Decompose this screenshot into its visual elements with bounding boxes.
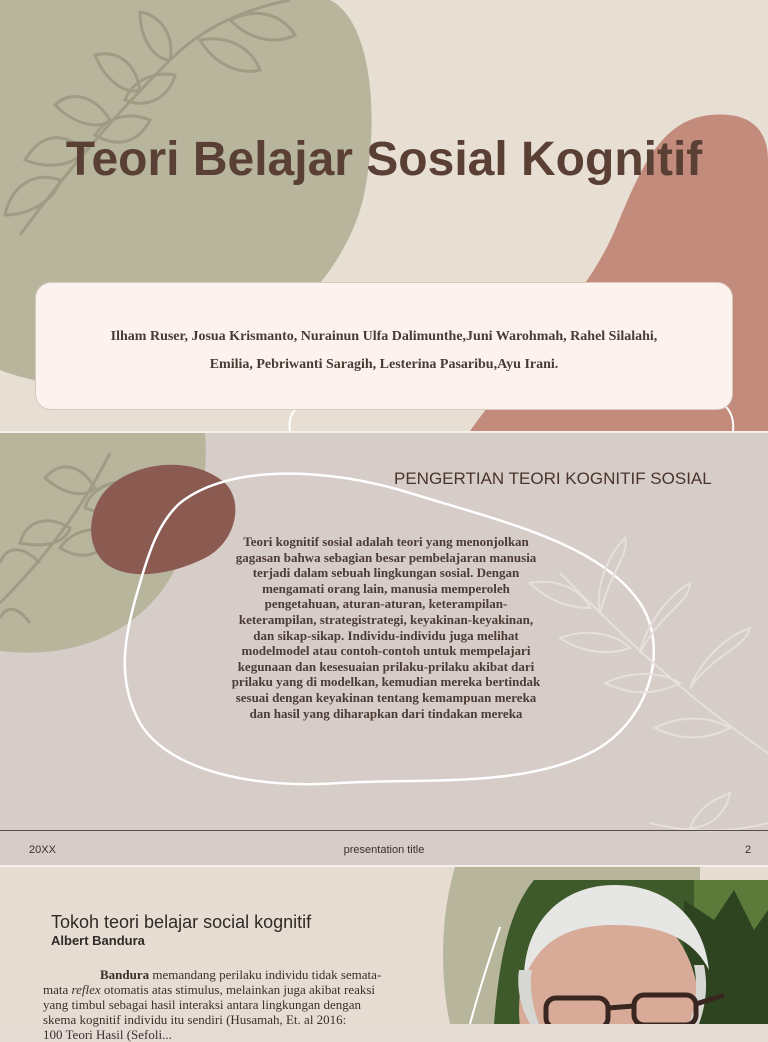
- authors-card: [35, 282, 733, 410]
- body-line: modelmodel atau contoh-contoh untuk mempelajari: [241, 643, 531, 659]
- desc-line: mata reflex otomatis atas stimulus, melainkan juga akibat reaksi: [43, 982, 376, 997]
- figure-description: [43, 967, 403, 1042]
- body-line: terjadi dalam sebuah lingkungan sosial. Dengan: [252, 565, 520, 581]
- figure-name: Albert Bandura: [51, 933, 145, 948]
- footer-title: presentation title: [343, 844, 425, 856]
- albert-bandura-photo: [494, 880, 768, 1024]
- body-line: sesuai dengan keyakinan tentang kemampuan mereka: [235, 689, 537, 705]
- presentation-title: Teori Belajar Sosial Kognitif: [65, 133, 703, 186]
- footer-divider: [0, 830, 768, 831]
- body-line: dan hasil yang diharapkan dari tindakan mereka: [249, 705, 523, 721]
- figure-slide: [0, 867, 768, 1042]
- body-line: pengetahuan, aturan-aturan, keterampilan-: [264, 596, 508, 612]
- desc-line: skema kognitif individu itu sendiri (Husamah, Et. al 2016:: [43, 1012, 347, 1027]
- body-line: kegunaan dan kesesuaian prilaku-prilaku akibat dari: [237, 658, 535, 674]
- title-slide: [0, 0, 768, 431]
- body-line: prilaku yang di modelkan, kemudian mereka bertindak: [231, 674, 541, 690]
- authors-text: [46, 323, 722, 379]
- footer-page-number: 2: [745, 844, 752, 856]
- desc-line: yang timbul sebagai hasil interaksi antara lingkungan dengan: [43, 997, 362, 1012]
- desc-line: Bandura memandang perilaku individu tidak semata-: [100, 967, 382, 982]
- body-line: dan sikap-sikap. Individu-individu juga melihat: [253, 627, 519, 643]
- authors-line-2: Emilia, Pebriwanti Saragih, Lesterina Pasaribu,Ayu Irani.: [209, 357, 559, 372]
- authors-line-1: Ilham Ruser, Josua Krismanto, Nurainun Ulfa Dalimunthe,Juni Warohmah, Rahel Silalahi,: [110, 329, 658, 344]
- definition-slide: [0, 433, 768, 865]
- footer-year: 20XX: [29, 844, 56, 856]
- bold-name: Bandura: [100, 967, 150, 982]
- body-line: keterampilan, strategistrategi, keyakinan-keyakinan,: [238, 611, 534, 627]
- body-line: gagasan bahwa sebagian besar pembelajaran manusia: [235, 549, 537, 565]
- desc-line: 100 Teori Hasil (Sefoli...: [43, 1027, 172, 1042]
- definition-body: [208, 534, 564, 721]
- body-line: mengamati orang lain, manusia memperoleh: [262, 580, 510, 596]
- section-heading: PENGERTIAN TEORI KOGNITIF SOSIAL: [394, 469, 712, 488]
- figure-title: Tokoh teori belajar social kognitif: [51, 912, 312, 932]
- body-line: Teori kognitif sosial adalah teori yang menonjolkan: [243, 534, 529, 549]
